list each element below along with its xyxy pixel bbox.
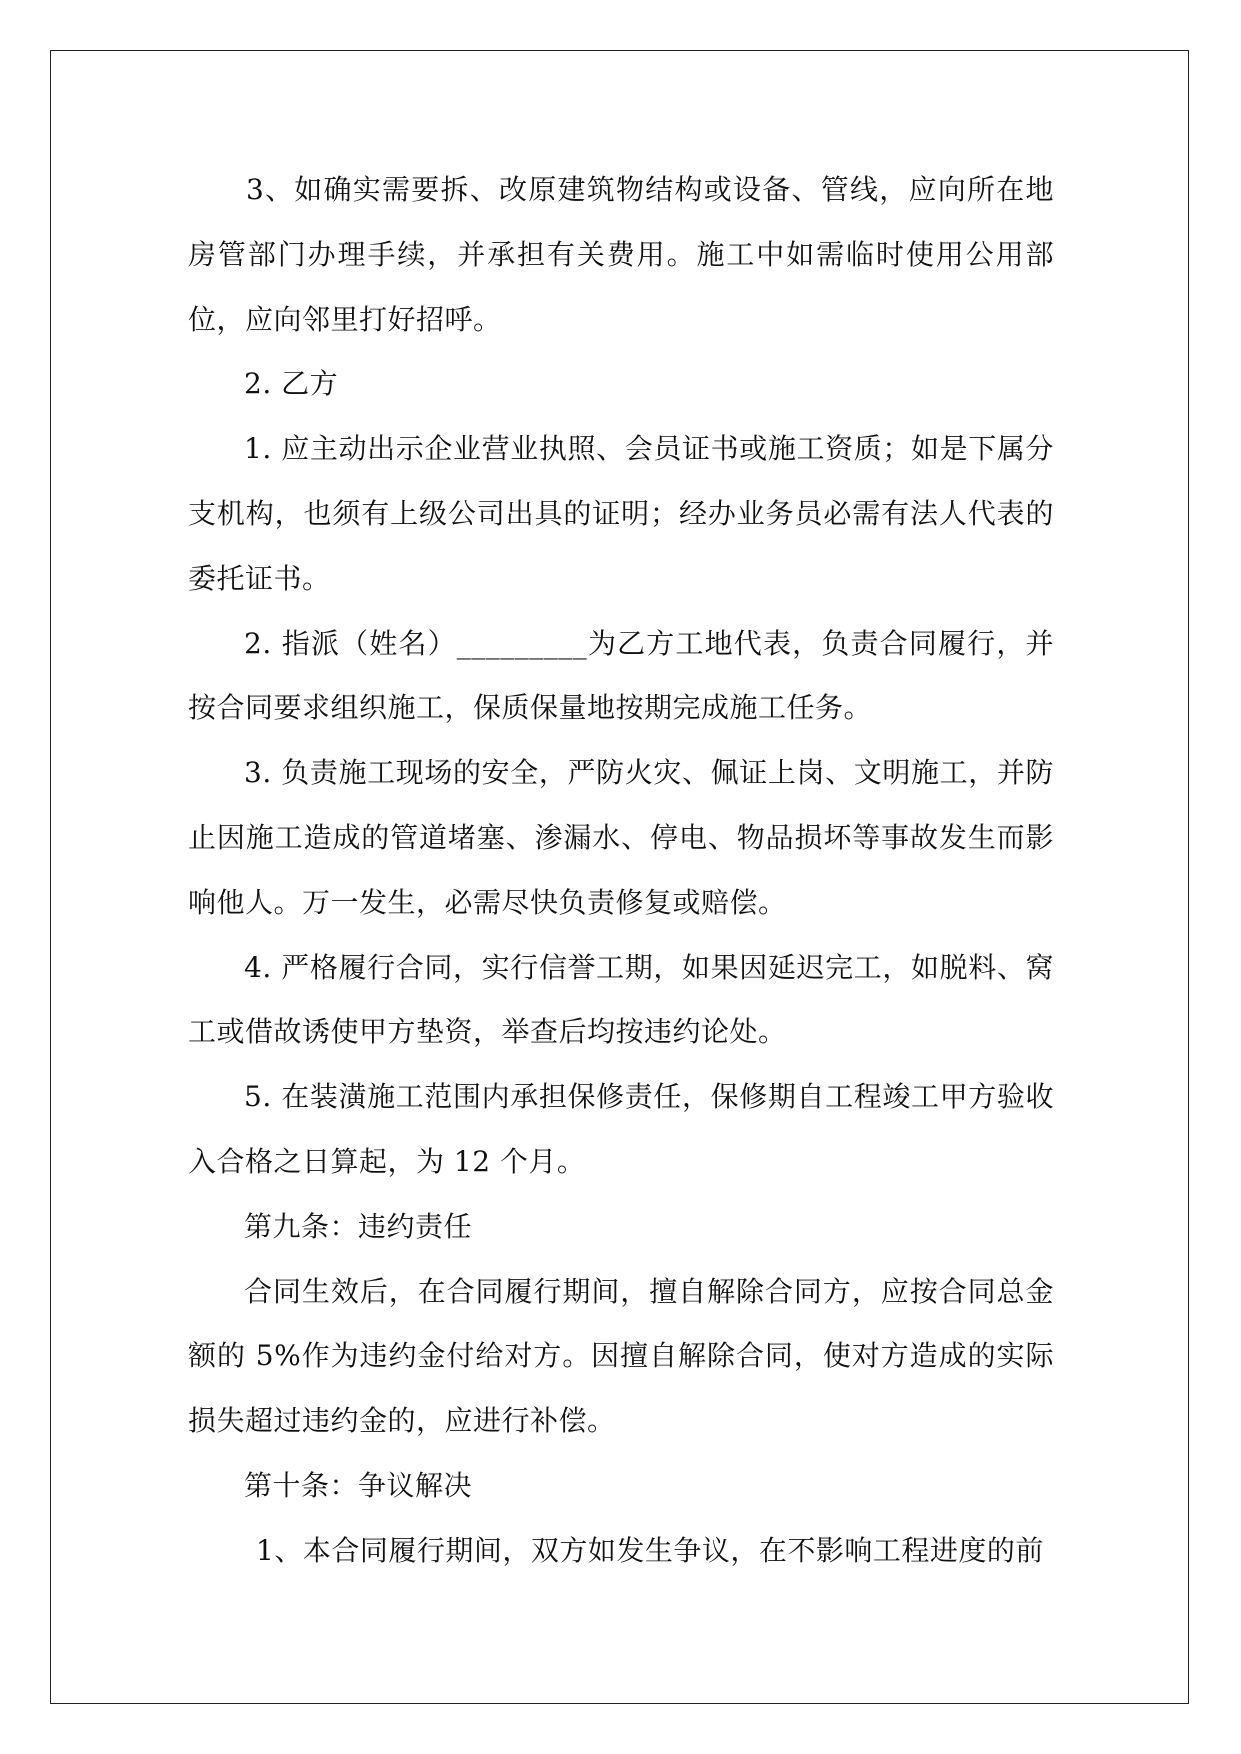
paragraph-site-safety: 3. 负责施工现场的安全，严防火灾、佩证上岗、文明施工，并防止因施工造成的管道堵塞、渗漏水、停电、物品损坏等事故发生而影响他人。万一发生，必需尽快负责修复或赔偿。 bbox=[188, 756, 1054, 919]
paragraph-site-representative: 2. 指派（姓名）_________为乙方工地代表，负责合同履行，并按合同要求组织施工，保质保量地按期完成施工任务。 bbox=[188, 626, 1054, 725]
document-body bbox=[188, 158, 1054, 1584]
paragraph-breach-liability: 合同生效后，在合同履行期间，擅自解除合同方，应按合同总金额的 5%作为违约金付给对方。因擅自解除合同，使对方造成的实际损失超过违约金的，应进行补偿。 bbox=[188, 1274, 1054, 1438]
paragraph-demolition-procedure: 3、如确实需要拆、改原建筑物结构或设备、管线，应向所在地房管部门办理手续，并承担有关费用。施工中如需临时使用公用部位，应向邻里打好招呼。 bbox=[188, 173, 1054, 336]
paragraph-dispute-resolution: 1、本合同履行期间，双方如发生争议，在不影响工程进度的前 bbox=[256, 1533, 1044, 1567]
paragraph-contract-performance: 4. 严格履行合同，实行信誉工期，如果因延迟完工，如脱料、窝工或借故诱使甲方垫资，举查后均按违约论处。 bbox=[188, 950, 1054, 1049]
paragraph-party-b-credentials: 1. 应主动出示企业营业执照、会员证书或施工资质；如是下属分支机构，也须有上级公司出具的证明；经办业务员必需有法人代表的委托证书。 bbox=[188, 432, 1054, 595]
section-heading-party-b: 2. 乙方 bbox=[244, 367, 339, 401]
article-10-heading: 第十条：争议解决 bbox=[244, 1468, 473, 1502]
paragraph-warranty: 5. 在装潢施工范围内承担保修责任，保修期自工程竣工甲方验收入合格之日算起，为 12 个月。 bbox=[188, 1080, 1054, 1178]
article-9-heading: 第九条：违约责任 bbox=[244, 1209, 473, 1243]
